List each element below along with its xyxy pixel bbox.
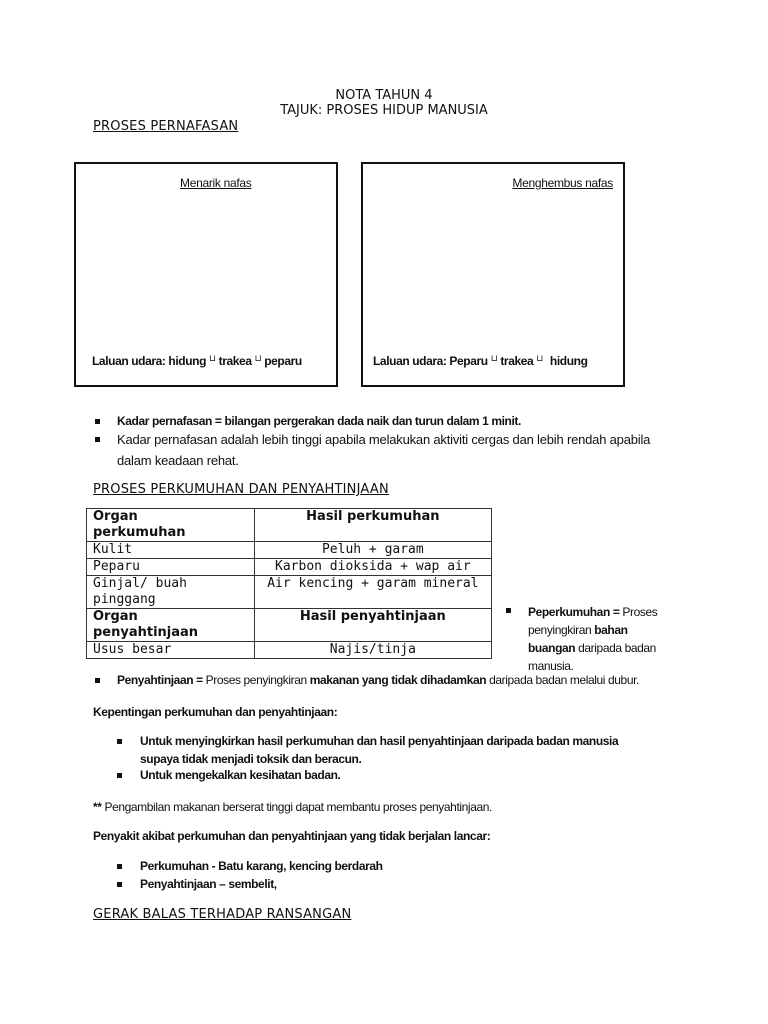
table-cell: Karbon dioksida + wap air bbox=[254, 559, 491, 576]
table-cell: Usus besar bbox=[87, 642, 255, 659]
bullet-icon bbox=[506, 608, 511, 613]
kepentingan-item-1-line1: Untuk menyingkirkan hasil perkumuhan dan hasil penyahtinjaan daripada badan manusia bbox=[140, 734, 619, 748]
table-cell: Najis/tinja bbox=[254, 642, 491, 659]
table-row bbox=[87, 642, 492, 659]
penyakit-item-2: Penyahtinjaan – sembelit, bbox=[140, 877, 277, 891]
table-cell: Ginjal/ buah pinggang bbox=[87, 576, 255, 609]
box-left-title: Menarik nafas bbox=[180, 176, 252, 190]
bullet-kadar-line1: Kadar pernafasan adalah lebih tinggi apabila melakukan aktiviti cergas dan lebih rendah apabila bbox=[117, 432, 651, 447]
fiber-note: ** Pengambilan makanan berserat tinggi dapat membantu proses penyahtinjaan. bbox=[93, 800, 492, 814]
table-cell: Peluh + garam bbox=[254, 542, 491, 559]
bullet-icon bbox=[117, 864, 122, 869]
table-cell: Organ perkumuhan bbox=[87, 509, 255, 542]
bullet-penyahtinjaan: Penyahtinjaan = Proses penyingkiran makanan yang tidak dihadamkan daripada badan melalui dubur. bbox=[117, 673, 639, 687]
arrow-icon: ⊔ bbox=[209, 353, 216, 363]
kepentingan-item-2: Untuk mengekalkan kesihatan badan. bbox=[140, 768, 341, 782]
box-right-route: Laluan udara: Peparu ⊔ trakea ⊔ hidung bbox=[373, 353, 588, 368]
table-row bbox=[87, 576, 492, 609]
bullet-icon bbox=[117, 882, 122, 887]
table-row bbox=[87, 559, 492, 576]
organ-table bbox=[86, 508, 492, 659]
document-subtitle: TAJUK: PROSES HIDUP MANUSIA bbox=[280, 103, 488, 118]
penyakit-heading: Penyakit akibat perkumuhan dan penyahtinjaan yang tidak berjalan lancar: bbox=[93, 829, 491, 843]
section-heading-perkumuhan: PROSES PERKUMUHAN DAN PENYAHTINJAAN bbox=[93, 482, 389, 497]
box-menghembus-nafas bbox=[361, 162, 625, 387]
arrow-icon: ⊔ bbox=[254, 353, 262, 363]
table-cell: Peparu bbox=[87, 559, 255, 576]
table-cell: Organ penyahtinjaan bbox=[87, 609, 255, 642]
bullet-icon bbox=[117, 739, 122, 744]
box-right-title: Menghembus nafas bbox=[512, 176, 613, 190]
bullet-kadar-line2: dalam keadaan rehat. bbox=[117, 453, 239, 468]
kepentingan-item-1-line2: supaya tidak menjadi toksik dan beracun. bbox=[140, 752, 362, 766]
bullet-icon bbox=[95, 678, 100, 683]
table-cell: Hasil perkumuhan bbox=[254, 509, 491, 542]
arrow-icon: ⊔ bbox=[536, 353, 543, 363]
bullet-icon bbox=[117, 773, 122, 778]
kepentingan-heading: Kepentingan perkumuhan dan penyahtinjaan: bbox=[93, 705, 338, 719]
bullet-kadar-definisi: Kadar pernafasan = bilangan pergerakan dada naik dan turun dalam 1 minit. bbox=[117, 414, 521, 428]
box-left-route: Laluan udara: hidung ⊔ trakea ⊔ peparu bbox=[92, 353, 302, 368]
section-heading-gerak-balas: GERAK BALAS TERHADAP RANSANGAN bbox=[93, 907, 352, 922]
table-cell: Air kencing + garam mineral bbox=[254, 576, 491, 609]
box-menarik-nafas bbox=[74, 162, 338, 387]
side-note-peperkumuhan: Peperkumuhan = Proses penyingkiran bahan buangan daripada badan manusia. bbox=[528, 605, 658, 673]
document-title: NOTA TAHUN 4 bbox=[335, 88, 433, 103]
table-row bbox=[87, 509, 492, 542]
bullet-icon bbox=[95, 437, 100, 442]
penyakit-item-1: Perkumuhan - Batu karang, kencing berdarah bbox=[140, 859, 383, 873]
section-heading-pernafasan: PROSES PERNAFASAN bbox=[93, 119, 239, 134]
table-cell: Kulit bbox=[87, 542, 255, 559]
bullet-icon bbox=[95, 419, 100, 424]
arrow-icon: ⊔ bbox=[490, 353, 498, 363]
table-cell: Hasil penyahtinjaan bbox=[254, 609, 491, 642]
table-row bbox=[87, 609, 492, 642]
table-row bbox=[87, 542, 492, 559]
